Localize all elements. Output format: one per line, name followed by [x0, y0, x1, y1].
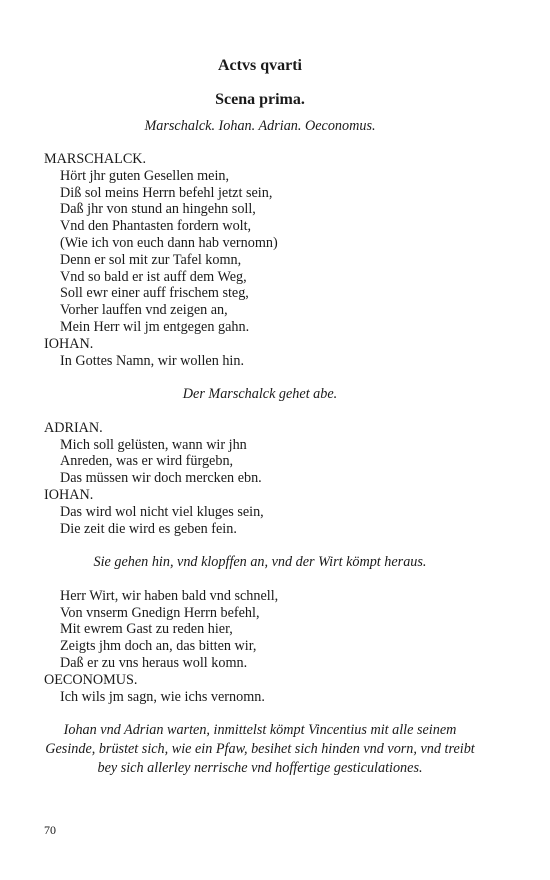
verse-line: Daß jhr von stund an hingehn soll,: [60, 201, 256, 218]
verse-line: Von vnserm Gnedign Herrn befehl,: [60, 604, 260, 621]
verse-line: Mein Herr wil jm entgegen gahn.: [60, 318, 250, 335]
verse-line: In Gottes Namn, wir wollen hin.: [60, 352, 245, 369]
verse-line: Denn er sol mit zur Tafel komn,: [60, 251, 242, 268]
verse-line: Daß er zu vns heraus woll komn.: [60, 654, 248, 671]
verse-line: Diß sol meins Herrn befehl jetzt sein,: [60, 184, 273, 201]
speaker-name: IOHAN.: [44, 335, 94, 352]
verse-line: Mich soll gelüsten, wann wir jhn: [60, 436, 247, 453]
dramatis-personae: Marschalck. Iohan. Adrian. Oeconomus.: [144, 118, 376, 134]
verse-line: Vnd so bald er ist auff dem Weg,: [60, 268, 247, 285]
act-title: Actvs qvarti: [218, 57, 302, 74]
verse-line: Das müssen wir doch mercken ebn.: [60, 470, 262, 487]
verse-line: Mit ewrem Gast zu reden hier,: [60, 621, 233, 638]
verse-line: (Wie ich von euch dann hab vernomn): [60, 234, 278, 251]
speaker-name: ADRIAN.: [44, 419, 103, 436]
verse-line: Hört jhr guten Gesellen mein,: [60, 167, 230, 184]
scene-title: Scena prima.: [215, 91, 305, 108]
speaker-name: MARSCHALCK.: [44, 151, 147, 167]
verse-line: Soll ewr einer auff frischem steg,: [60, 285, 249, 302]
verse-line: Vnd den Phantasten fordern wolt,: [60, 218, 252, 235]
verse-line: Anreden, was er wird fürgebn,: [60, 453, 234, 470]
verse-line: Herr Wirt, wir haben bald vnd schnell,: [60, 587, 279, 604]
speaker-name: OECONOMUS.: [44, 671, 138, 688]
stage-direction: Der Marschalck gehet abe.: [182, 386, 338, 403]
verse-line: Die zeit die wird es geben fein.: [60, 520, 237, 537]
verse-line: Ich wils jm sagn, wie ichs vernomn.: [60, 688, 265, 705]
page-number: 70: [44, 823, 56, 837]
speaker-name: IOHAN.: [44, 486, 94, 503]
verse-line: Vorher lauffen vnd zeigen an,: [60, 302, 228, 319]
stage-direction-block: Iohan vnd Adrian warten, inmittelst kömpt Vincentius mit alle seinem Gesinde, brüstet sich, wie ein Pfaw, besihet sich hinden vnd vorn, vnd treibt bey sich allerley nerrische vnd hoffertige gesticulationes.: [45, 722, 475, 777]
verse-line: Das wird wol nicht viel kluges sein,: [60, 503, 264, 520]
stage-direction: Sie gehen hin, vnd klopffen an, vnd der Wirt kömpt heraus.: [93, 554, 427, 571]
play-text: [44, 151, 504, 778]
verse-line: Zeigts jhm doch an, das bitten wir,: [60, 638, 257, 655]
